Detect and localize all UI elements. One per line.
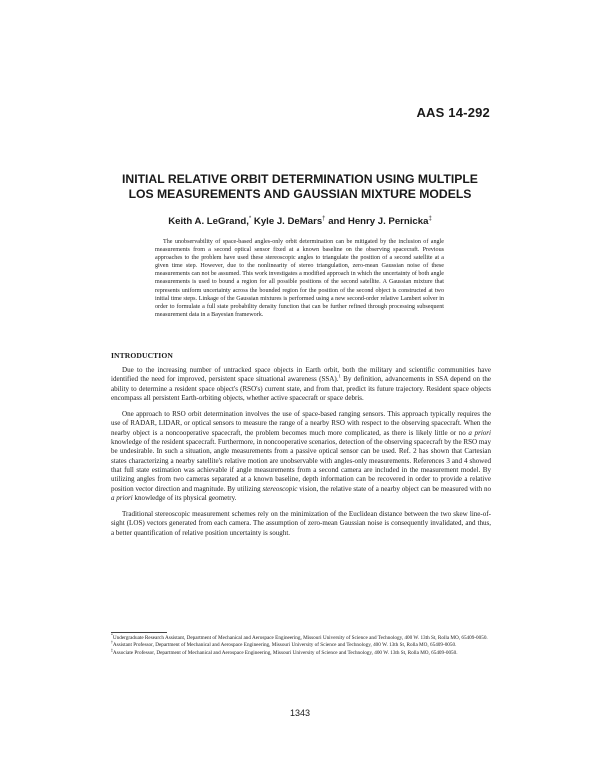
introduction-body (111, 366, 491, 544)
author-1-mark: * (248, 216, 252, 222)
footnote-2: †Assistant Professor, Department of Mechanical and Aerospace Engineering, Missouri University of Science and Technology, 400 W. 13th St, Rolla MO, 65409-0050. (111, 640, 457, 649)
abstract-text: The unobservability of space-based angles-only orbit determination can be mitigated by the inclusion of angle measurements from a second optical sensor fixed at a known baseline on the observing spacecraft. Previous approaches to the problem have used these stereoscopic angles to triangulate the position of a second satellite at a given time step. However, due to the nonlinearity of stereo triangulation, zero-mean Gaussian noise of these measurements can not be assumed. This work investigates a modified approach in which the uncertainty of both angle measurements is used to bound a region for all possible positions of the second satellite. A Gaussian mixture that represents uniform uncertainty across the bounded region for the position of the second object is constructed at two initial time steps. Linkage of the Gaussian mixtures is performed using a new second-order relative Lambert solver in order to formulate a full state probability density function that can be further refined through processing subsequent measurement data in a Bayesian framework. (155, 239, 444, 318)
paper-id: AAS 14-292 (416, 105, 490, 120)
author-3-name: and Henry J. Pernicka (328, 216, 429, 228)
title-line-1: INITIAL RELATIVE ORBIT DETERMINATION USING MULTIPLE (122, 172, 478, 186)
footnote-1: *Undergraduate Research Assistant, Department of Mechanical and Aerospace Engineering, Missouri University of Science and Technology, 400 W. 13th St, Rolla MO, 65409-0050. (111, 633, 488, 641)
author-list (110, 216, 490, 227)
author-3-mark: ‡ (428, 216, 432, 222)
citation-1: 1 (338, 374, 341, 379)
paper-title (110, 172, 490, 202)
page-number: 1343 (289, 708, 311, 718)
footnote-divider (111, 632, 167, 633)
intro-paragraph-3: Traditional stereoscopic measurement schemes rely on the minimization of the Euclidean distance between the two skew line-of-sight (LOS) vectors generated from each camera. The assumption of zero-mean Gaussian noise is consequently invalidated, and thus, a better quantification of relative position uncertainty is sought. (111, 509, 491, 537)
intro-paragraph-1: Due to the increasing number of untracked space objects in Earth orbit, both the military and scientific communities have identified the need for improved, persistent space situational awareness (SSA).$^1$ By definition, advancements in SSA depend on the ability to determine a resident space object's (RSO's) current state, and from that, predict its future trajectory. Resident space objects encompass all persistent Earth-orbiting objects, whether active spacecraft or space debris. (111, 366, 492, 403)
title-line-2: LOS MEASUREMENTS AND GAUSSIAN MIXTURE MODELS (128, 187, 472, 201)
abstract (155, 238, 444, 319)
author-1-name: Keith A. LeGrand, (168, 216, 249, 228)
footnotes (111, 635, 491, 657)
author-2-name: Kyle J. DeMars (253, 216, 323, 228)
author-2-mark: † (322, 216, 326, 222)
section-heading-introduction: INTRODUCTION (111, 351, 173, 360)
intro-paragraph-2: One approach to RSO orbit determination involves the use of space-based ranging sensors. This approach typically requires the use of RADAR, LIDAR, or optical sensors to measure the range of a nearby RSO with respect to the observing spacecraft. When the nearby object is a noncooperative spacecraft, the problem becomes much more complicated, as there is likely little or no a priori knowledge of the resident spacecraft. Furthermore, in noncooperative scenarios, detection of the observing spacecraft by the RSO may be undesirable. In such a situation, angle measurements from a passive optical sensor can be used. Ref. 2 has shown that Cartesian states characterizing a nearby satellite's relative motion are unobservable with angles-only measurements. References 3 and 4 showed that full state estimation was achievable if angle measurements from a second camera are included in the measurement model. By utilizing angles from two cameras separated at a known baseline, depth information can be recovered in order to provide a relative position vector direction and magnitude. By utilizing stereoscopic vision, the relative state of a nearby object can be measured with no a priori knowledge of its physical geometry. (111, 409, 492, 502)
footnote-3: ‡Associate Professor, Department of Mechanical and Aerospace Engineering, Missouri University of Science and Technology, 400 W. 13th St, Rolla MO, 65409-0050. (111, 648, 458, 656)
